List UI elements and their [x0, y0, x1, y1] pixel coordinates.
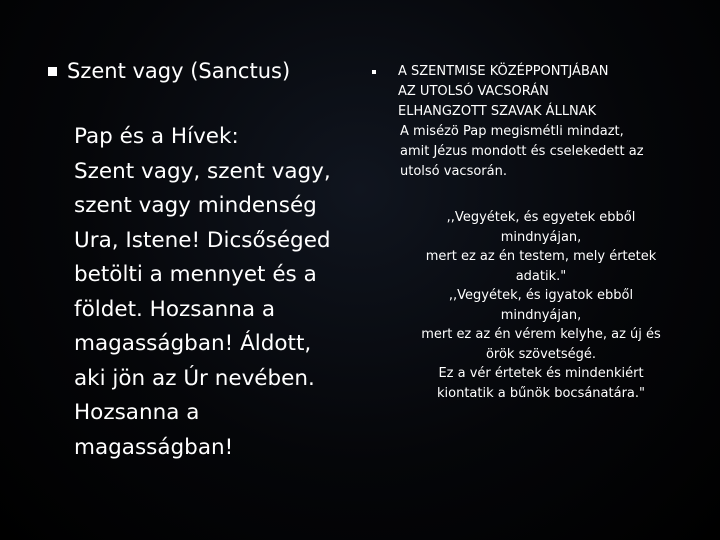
- quote-line: mert ez az én testem, mely értetek: [425, 249, 657, 264]
- left-heading-text: Szent vagy (Sanctus): [67, 59, 291, 83]
- quote-line: Ez a vér értetek és mindenkiért: [438, 366, 644, 381]
- left-body-line: Szent vagy, szent vagy,: [74, 158, 331, 184]
- quote-line: adatik.": [515, 268, 567, 284]
- right-heading-line: AZ UTOLSÓ VACSORÁN: [398, 84, 549, 99]
- right-intro: [400, 122, 692, 182]
- left-body-line: aki jön az Úr nevében.: [74, 365, 315, 391]
- square-bullet-icon: [372, 70, 376, 74]
- consecration-quote: [382, 208, 700, 403]
- right-intro-line: A misézö Pap megismétli mindazt,: [400, 124, 624, 139]
- quote-line: kiontatik a bűnök bocsánatára.": [437, 385, 645, 401]
- left-heading: [48, 56, 348, 86]
- right-intro-line: amit Jézus mondott és cselekedett az: [400, 144, 644, 159]
- quote-line: mindnyájan,: [500, 307, 582, 323]
- left-body-line: magasságban! Áldott,: [74, 331, 312, 356]
- left-body-line: Hozsanna a: [74, 400, 200, 425]
- left-body-line: Ura, Istene! Dicsőséged: [74, 227, 331, 253]
- right-heading-line: ELHANGZOTT SZAVAK ÁLLNAK: [398, 104, 597, 119]
- quote-line: örök szövetségé.: [485, 346, 597, 362]
- left-body-line: Pap és a Hívek:: [74, 124, 239, 149]
- right-column: [372, 62, 692, 403]
- square-bullet-icon: [48, 67, 57, 76]
- left-column: [48, 56, 348, 465]
- quote-line: mindnyájan,: [500, 229, 582, 245]
- left-body-line: betölti a mennyet és a: [74, 262, 317, 287]
- left-body: [74, 120, 348, 465]
- quote-line: mert ez az én vérem kelyhe, az új és: [421, 327, 661, 342]
- right-heading: [372, 62, 692, 122]
- right-heading-text: [398, 62, 609, 122]
- quote-line: ,,Vegyétek, és igyatok ebből: [448, 288, 634, 303]
- quote-line: ,,Vegyétek, és egyetek ebből: [446, 210, 636, 225]
- left-body-line: földet. Hozsanna a: [74, 296, 276, 322]
- right-intro-line: utolsó vacsorán.: [400, 164, 507, 179]
- left-body-line: szent vagy mindenség: [74, 193, 317, 218]
- right-heading-line: A SZENTMISE KÖZÉPPONTJÁBAN: [398, 64, 609, 79]
- left-body-line: magasságban!: [74, 434, 234, 460]
